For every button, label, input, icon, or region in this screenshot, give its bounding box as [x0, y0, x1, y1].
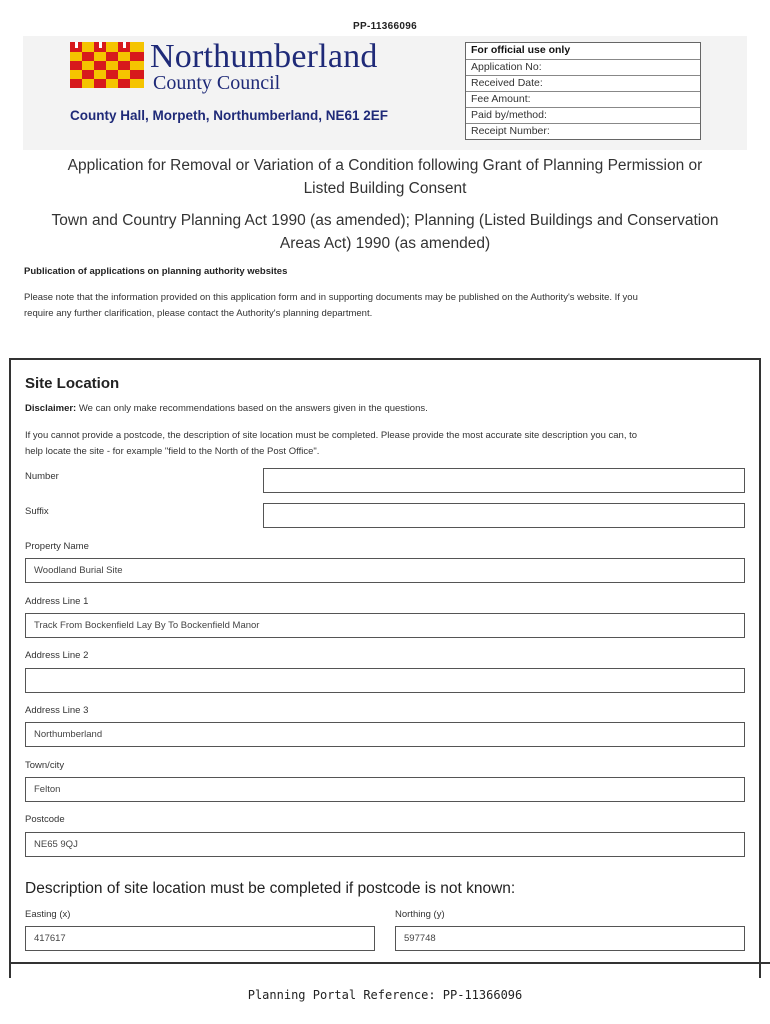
council-address: County Hall, Morpeth, Northumberland, NE61 2EF: [70, 108, 389, 123]
description-heading: Description of site location must be completed if postcode is not known:: [25, 880, 516, 897]
official-row-fee-amount: Fee Amount:: [466, 91, 700, 107]
publication-text-line-2: require any further clarification, please contact the Authority's planning department.: [24, 307, 373, 319]
official-row-application-no: Application No:: [466, 59, 700, 75]
form-title: [0, 154, 770, 200]
northing-field[interactable]: 597748: [395, 926, 745, 951]
page-divider: [9, 962, 770, 964]
address-line-3-field[interactable]: Northumberland: [25, 722, 745, 747]
address-line-3-label: Address Line 3: [25, 705, 89, 716]
town-label: Town/city: [25, 760, 65, 771]
disclaimer-text: We can only make recommendations based on the answers given in the questions.: [76, 403, 428, 414]
disclaimer-label: Disclaimer:: [25, 403, 77, 414]
postcode-note-line-2: help locate the site - for example "field to the North of the Post Office".: [25, 445, 320, 457]
form-title-line-1: Application for Removal or Variation of a Condition following Grant of Planning Permission or: [67, 157, 703, 174]
publication-text-line-1: Please note that the information provided on this application form and in supporting documents may be published on the Authority's website. If you: [24, 292, 638, 303]
postcode-label: Postcode: [25, 814, 65, 825]
reference-top: PP-11366096: [353, 21, 417, 32]
suffix-label: Suffix: [25, 506, 49, 517]
act-title-line-1: Town and Country Planning Act 1990 (as amended); Planning (Listed Buildings and Conservation: [51, 212, 719, 229]
address-line-2-field[interactable]: [25, 668, 745, 693]
publication-text: [24, 290, 744, 321]
council-logo-icon: [70, 42, 144, 88]
official-use-box: [465, 42, 701, 140]
property-name-label: Property Name: [25, 541, 89, 552]
official-row-received-date: Received Date:: [466, 75, 700, 91]
disclaimer: [25, 403, 428, 414]
form-title-line-2: Listed Building Consent: [303, 180, 467, 197]
publication-heading: Publication of applications on planning authority websites: [24, 266, 288, 277]
number-field[interactable]: [263, 468, 745, 493]
northing-label: Northing (y): [395, 909, 445, 920]
official-row-receipt-number: Receipt Number:: [466, 123, 700, 139]
postcode-note-line-1: If you cannot provide a postcode, the description of site location must be completed. Please provide the most accurate site description you can, to: [25, 430, 638, 441]
property-name-field[interactable]: Woodland Burial Site: [25, 558, 745, 583]
number-label: Number: [25, 471, 59, 482]
logo-subtitle: County Council: [153, 72, 281, 94]
postcode-note: [25, 428, 745, 459]
address-line-2-label: Address Line 2: [25, 650, 89, 661]
town-field[interactable]: Felton: [25, 777, 745, 802]
official-use-heading: For official use only: [471, 44, 571, 56]
section-title: Site Location: [25, 375, 120, 392]
postcode-field[interactable]: NE65 9QJ: [25, 832, 745, 857]
address-line-1-label: Address Line 1: [25, 596, 89, 607]
easting-field[interactable]: 417617: [25, 926, 375, 951]
easting-label: Easting (x): [25, 909, 71, 920]
address-line-1-field[interactable]: Track From Bockenfield Lay By To Bockenfield Manor: [25, 613, 745, 638]
act-title: [0, 209, 770, 255]
act-title-line-2: Areas Act) 1990 (as amended): [279, 235, 491, 252]
footer-reference: Planning Portal Reference: PP-11366096: [247, 988, 523, 1002]
official-row-paid-by: Paid by/method:: [466, 107, 700, 123]
logo-name: Northumberland: [150, 38, 378, 75]
suffix-field[interactable]: [263, 503, 745, 528]
